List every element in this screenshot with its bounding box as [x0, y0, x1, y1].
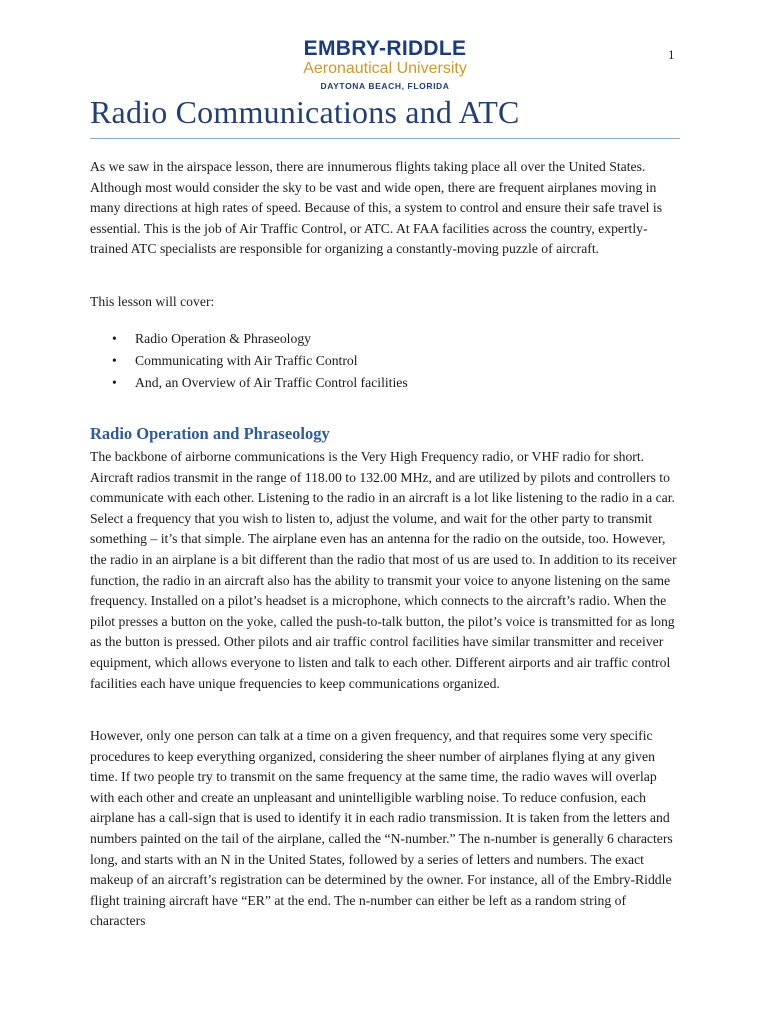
list-item: [90, 372, 680, 394]
section-paragraph: The backbone of airborne communications is the Very High Frequency radio, or VHF radio for short. Aircraft radios transmit in the range of 118.00 to 132.00 MHz, and are utilized by pilots and controllers to communicate with each other. Listening to the radio in an aircraft is a lot like listening to the radio in a car. Select a frequency that you wish to listen to, adjust the volume, and wait for the other party to transmit something – it’s that simple. The airplane even has an antenna for the radio on the outside, too. However, the radio in an airplane is a bit different than the radio that most of us are used to. In addition to its receiver function, the radio in an aircraft also has the ability to transmit your voice to anyone listening on the same frequency. Installed on a pilot’s headset is a microphone, which connects to the aircraft’s radio. When the pilot presses a button on the yoke, called the push-to-talk button, the pilot’s voice is transmitted for as long as the button is pressed. Other pilots and air traffic control facilities have similar transmitter and receiver equipment, which allows everyone to listen and talk to each other. Different airports and air traffic control facilities each have unique frequencies to keep communications organized.: [90, 449, 677, 691]
page-number: 1: [668, 47, 675, 62]
bullet-icon: •: [112, 375, 117, 390]
list-item-text: Radio Operation & Phraseology: [135, 331, 312, 346]
bullet-icon: •: [112, 353, 117, 368]
bullet-icon: •: [112, 331, 117, 346]
lesson-cover-intro: This lesson will cover:: [90, 294, 215, 309]
lesson-topics-list: [90, 328, 680, 394]
section-heading: Radio Operation and Phraseology: [90, 424, 330, 443]
intro-paragraph: As we saw in the airspace lesson, there are innumerous flights taking place all over the United States. Although most would consider the sky to be vast and wide open, there are frequent airplanes moving in many directions at high rates of speed. Because of this, a system to control and ensure their safe travel is essential. This is the job of Air Traffic Control, or ATC. At FAA facilities across the country, expertly-trained ATC specialists are responsible for organizing a constantly-moving puzzle of aircraft.: [90, 159, 663, 257]
list-item: [90, 328, 680, 350]
logo-subtitle: Aeronautical University: [303, 60, 467, 77]
list-item-text: And, an Overview of Air Traffic Control facilities: [135, 375, 408, 390]
section-paragraph: However, only one person can talk at a time on a given frequency, and that requires some very specific procedures to keep everything organized, considering the sheer number of airplanes flying at any given time. If two people try to transmit on the same frequency at the same time, the radio waves will overlap with each other and create an unpleasant and unintelligible warbling noise. To reduce confusion, each airplane has a call-sign that is used to identify it in each radio transmission. It is taken from the letters and numbers painted on the tail of the airplane, called the “N-number.” The n-number is generally 6 characters long, and starts with an N in the United States, followed by a series of letters and numbers. The exact makeup of an aircraft’s registration can be determined by the owner. For instance, all of the Embry-Riddle flight training aircraft have “ER” at the end. The n-number can either be left as a random string of characters: [90, 728, 673, 929]
logo-wordmark: EMBRY-RIDDLE: [303, 37, 467, 60]
list-item: [90, 350, 680, 372]
university-logo: [283, 38, 487, 92]
document-title: Radio Communications and ATC: [90, 94, 520, 130]
list-item-text: Communicating with Air Traffic Control: [135, 353, 358, 368]
title-divider: [90, 138, 680, 139]
logo-location: DAYTONA BEACH, FLORIDA: [320, 81, 450, 91]
